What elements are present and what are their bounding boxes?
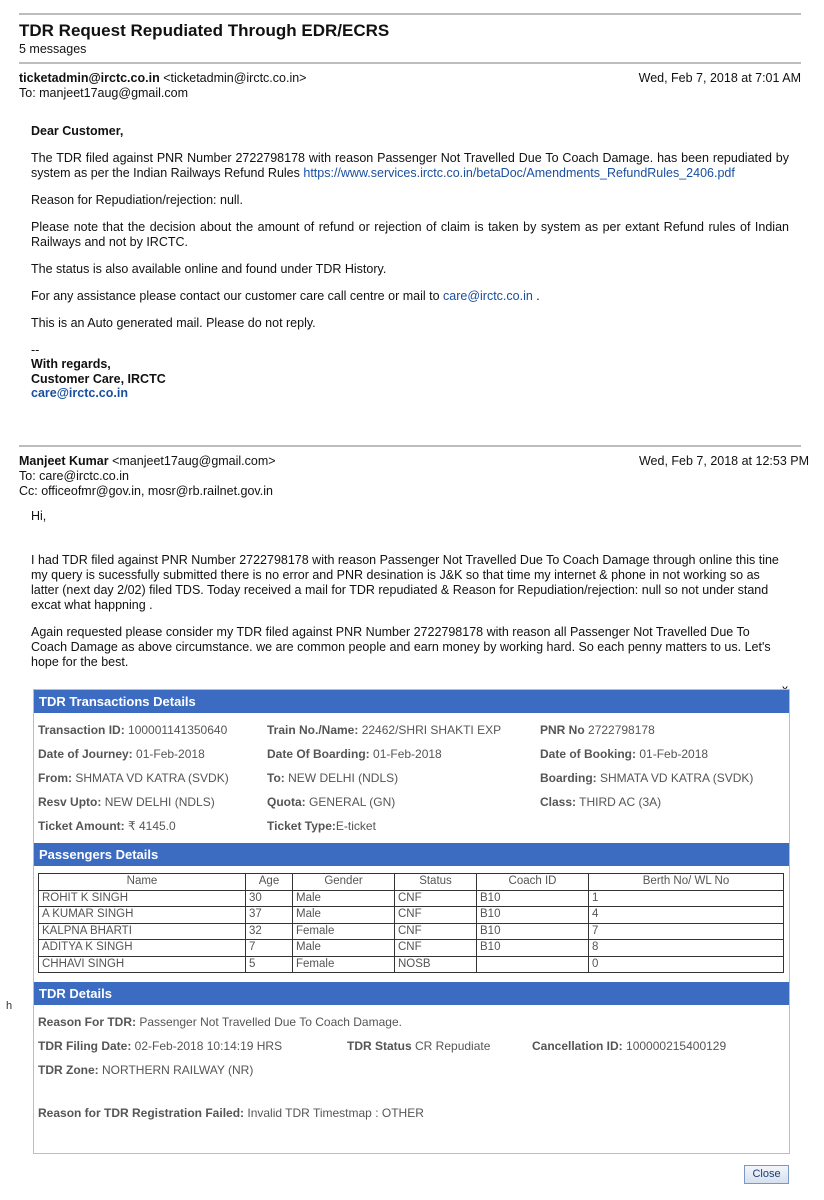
cell: 37	[246, 907, 293, 924]
message-2-sender[interactable]	[19, 454, 276, 468]
cell: CNF	[395, 907, 477, 924]
tdr-zone	[38, 1063, 253, 1077]
tdr-details-panel	[33, 689, 790, 1154]
repudiation-reason: Reason for Repudiation/rejection: null.	[31, 193, 243, 207]
value: E-ticket	[335, 819, 376, 833]
section-title: TDR Details	[39, 986, 112, 1001]
status-note: The status is also available online and found under TDR History.	[31, 262, 387, 276]
cell: 30	[246, 890, 293, 907]
sender-address: <ticketadmin@irctc.co.in>	[163, 71, 307, 85]
date-of-journey	[38, 747, 205, 761]
cell: 0	[589, 956, 784, 973]
value: SHMATA VD KATRA (SVDK)	[600, 771, 754, 785]
cell: Female	[293, 956, 395, 973]
label: Ticket Type:	[267, 819, 336, 833]
value: Invalid TDR Timestmap : OTHER	[247, 1106, 424, 1120]
cell: ADITYA K SINGH	[39, 940, 246, 957]
assistance-note	[31, 289, 789, 304]
cell: 4	[589, 907, 784, 924]
divider	[19, 445, 801, 447]
decision-note: Please note that the decision about the amount of refund or rejection of claim is taken by system as per extant Refund rules of Indian Railways and not by IRCTC.	[31, 220, 789, 249]
signature-regards: With regards,	[31, 357, 111, 371]
section-title: Passengers Details	[39, 847, 159, 862]
message-1-to: To: manjeet17aug@gmail.com	[19, 86, 189, 100]
greeting: Hi,	[31, 509, 47, 523]
registration-failure-reason	[38, 1106, 424, 1120]
signature-team: Customer Care, IRCTC	[31, 372, 166, 386]
to-station	[267, 771, 398, 785]
care-email-link[interactable]: care@irctc.co.in	[443, 289, 533, 303]
cell: 1	[589, 890, 784, 907]
close-button[interactable]: Close	[744, 1165, 789, 1184]
label: Class:	[540, 795, 577, 809]
value: 2722798178	[588, 723, 655, 737]
column-header: Berth No/ WL No	[589, 874, 784, 891]
message-1-sender[interactable]	[19, 71, 307, 85]
label: Transaction ID:	[38, 723, 125, 737]
label: To:	[267, 771, 285, 785]
label: TDR Status	[347, 1039, 412, 1053]
train-name	[267, 723, 501, 737]
date-of-boarding	[267, 747, 442, 761]
cell	[477, 956, 589, 973]
date-of-booking	[540, 747, 708, 761]
tdr-filing-date	[38, 1039, 282, 1053]
value: 02-Feb-2018 10:14:19 HRS	[134, 1039, 283, 1053]
value: NORTHERN RAILWAY (NR)	[102, 1063, 254, 1077]
table-row	[39, 923, 784, 940]
label: Date of Booking:	[540, 747, 636, 761]
column-header: Age	[246, 874, 293, 891]
cell: CNF	[395, 940, 477, 957]
value: 01-Feb-2018	[136, 747, 205, 761]
top-divider	[19, 13, 801, 15]
value: Passenger Not Travelled Due To Coach Damage.	[139, 1015, 402, 1029]
cell: NOSB	[395, 956, 477, 973]
pnr-number	[540, 723, 655, 737]
label: Cancellation ID:	[532, 1039, 623, 1053]
assistance-end: .	[536, 289, 540, 303]
resv-upto	[38, 795, 215, 809]
message-count: 5 messages	[19, 42, 87, 56]
signature-dash: --	[31, 343, 40, 357]
message-2-to: To: care@irctc.co.in	[19, 469, 129, 483]
divider	[19, 62, 801, 64]
label: Date Of Boarding:	[267, 747, 370, 761]
paragraph-text: The TDR filed against PNR Number 2722798178 with reason Passenger Not Travelled Due To Coach Damage. has been repudiated by system as per the Indian Railways Refund Rules	[31, 151, 789, 180]
sender-name: ticketadmin@irctc.co.in	[19, 71, 160, 85]
label: Train No./Name:	[267, 723, 359, 737]
table-row	[39, 956, 784, 973]
value: ₹ 4145.0	[128, 819, 176, 833]
cell: 7	[589, 923, 784, 940]
label: TDR Filing Date:	[38, 1039, 132, 1053]
cell: B10	[477, 940, 589, 957]
ticket-amount	[38, 819, 176, 833]
cell: CNF	[395, 890, 477, 907]
label: Ticket Amount:	[38, 819, 125, 833]
stray-text: h	[6, 1000, 13, 1012]
cell: Male	[293, 940, 395, 957]
value: 01-Feb-2018	[639, 747, 709, 761]
table-row	[39, 940, 784, 957]
value: 01-Feb-2018	[373, 747, 442, 761]
cell: B10	[477, 923, 589, 940]
cell: Female	[293, 923, 395, 940]
label: PNR No	[540, 723, 585, 737]
section-title: TDR Transactions Details	[39, 694, 196, 709]
sender-address: <manjeet17aug@gmail.com>	[112, 454, 276, 468]
message-2-date: Wed, Feb 7, 2018 at 12:53 PM	[638, 454, 809, 468]
cell: 32	[246, 923, 293, 940]
from-station	[38, 771, 229, 785]
cell: CNF	[395, 923, 477, 940]
value: CR Repudiate	[415, 1039, 491, 1053]
thread-subject: TDR Request Repudiated Through EDR/ECRS	[19, 21, 390, 40]
refund-rules-link[interactable]: https://www.services.irctc.co.in/betaDoc/Amendments_RefundRules_2406.pdf	[303, 166, 735, 180]
value: GENERAL (GN)	[309, 795, 396, 809]
quota	[267, 795, 395, 809]
travel-class	[540, 795, 661, 809]
value: 100000215400129	[626, 1039, 727, 1053]
label: Quota:	[267, 795, 306, 809]
boarding-station	[540, 771, 753, 785]
assistance-text: For any assistance please contact our customer care call centre or mail to	[31, 289, 440, 303]
section-header	[34, 843, 789, 866]
transaction-id	[38, 723, 227, 737]
message-1-date: Wed, Feb 7, 2018 at 7:01 AM	[638, 71, 801, 85]
column-header: Status	[395, 874, 477, 891]
label: Resv Upto:	[38, 795, 102, 809]
value: NEW DELHI (NDLS)	[288, 771, 399, 785]
column-header: Name	[39, 874, 246, 891]
label: TDR Zone:	[38, 1063, 99, 1077]
value: NEW DELHI (NDLS)	[104, 795, 215, 809]
message-2-paragraph: I had TDR filed against PNR Number 2722798178 with reason Passenger Not Travelled Due To Coach Damage through online this tine my query is sucessfully submitted there is no error and PNR desination is J&K so that time my internet & phone in not working so as latter (next day 2/02) filed TDS. Today received a mail for TDR repudiated & Reason for Repudiation/rejection: null so not under stand excat what happning .	[31, 553, 779, 612]
cell: 5	[246, 956, 293, 973]
ticket-type	[267, 819, 376, 833]
cell: ROHIT K SINGH	[39, 890, 246, 907]
value: 100001141350640	[128, 723, 228, 737]
table-row	[39, 890, 784, 907]
tdr-reason	[38, 1015, 402, 1029]
cell: 7	[246, 940, 293, 957]
passengers-table	[38, 873, 784, 973]
cell: 8	[589, 940, 784, 957]
column-header: Coach ID	[477, 874, 589, 891]
cell: A KUMAR SINGH	[39, 907, 246, 924]
table-row	[39, 907, 784, 924]
cell: B10	[477, 890, 589, 907]
cell: KALPNA BHARTI	[39, 923, 246, 940]
column-header: Gender	[293, 874, 395, 891]
value: THIRD AC (3A)	[579, 795, 662, 809]
table-header-row	[39, 874, 784, 891]
message-2-paragraph: Again requested please consider my TDR filed against PNR Number 2722798178 with reason all Passenger Not Travelled Due To Coach Damage as above circumstance. we are common people and earn money by working hard. So each penny matters to us. Let's hope for the best.	[31, 625, 771, 669]
cancellation-id	[532, 1039, 726, 1053]
label: From:	[38, 771, 72, 785]
label: Reason For TDR:	[38, 1015, 137, 1029]
label: Boarding:	[540, 771, 597, 785]
message-1-paragraph	[31, 151, 789, 181]
cell: B10	[477, 907, 589, 924]
cell: Male	[293, 907, 395, 924]
greeting: Dear Customer,	[31, 124, 124, 138]
cell: CHHAVI SINGH	[39, 956, 246, 973]
label: Reason for TDR Registration Failed:	[38, 1106, 245, 1120]
label: Date of Journey:	[38, 747, 133, 761]
signature-email	[31, 386, 789, 401]
section-header	[34, 690, 789, 713]
value: 22462/SHRI SHAKTI EXP	[361, 723, 502, 737]
cell: Male	[293, 890, 395, 907]
signature-email-link[interactable]: care@irctc.co.in	[31, 386, 128, 400]
section-header	[34, 982, 789, 1005]
sender-name: Manjeet Kumar	[19, 454, 109, 468]
message-2-cc: Cc: officeofmr@gov.in, mosr@rb.railnet.gov.in	[19, 484, 273, 498]
tdr-status	[347, 1039, 490, 1053]
value: SHMATA VD KATRA (SVDK)	[75, 771, 229, 785]
auto-generated-note: This is an Auto generated mail. Please do not reply.	[31, 316, 316, 330]
